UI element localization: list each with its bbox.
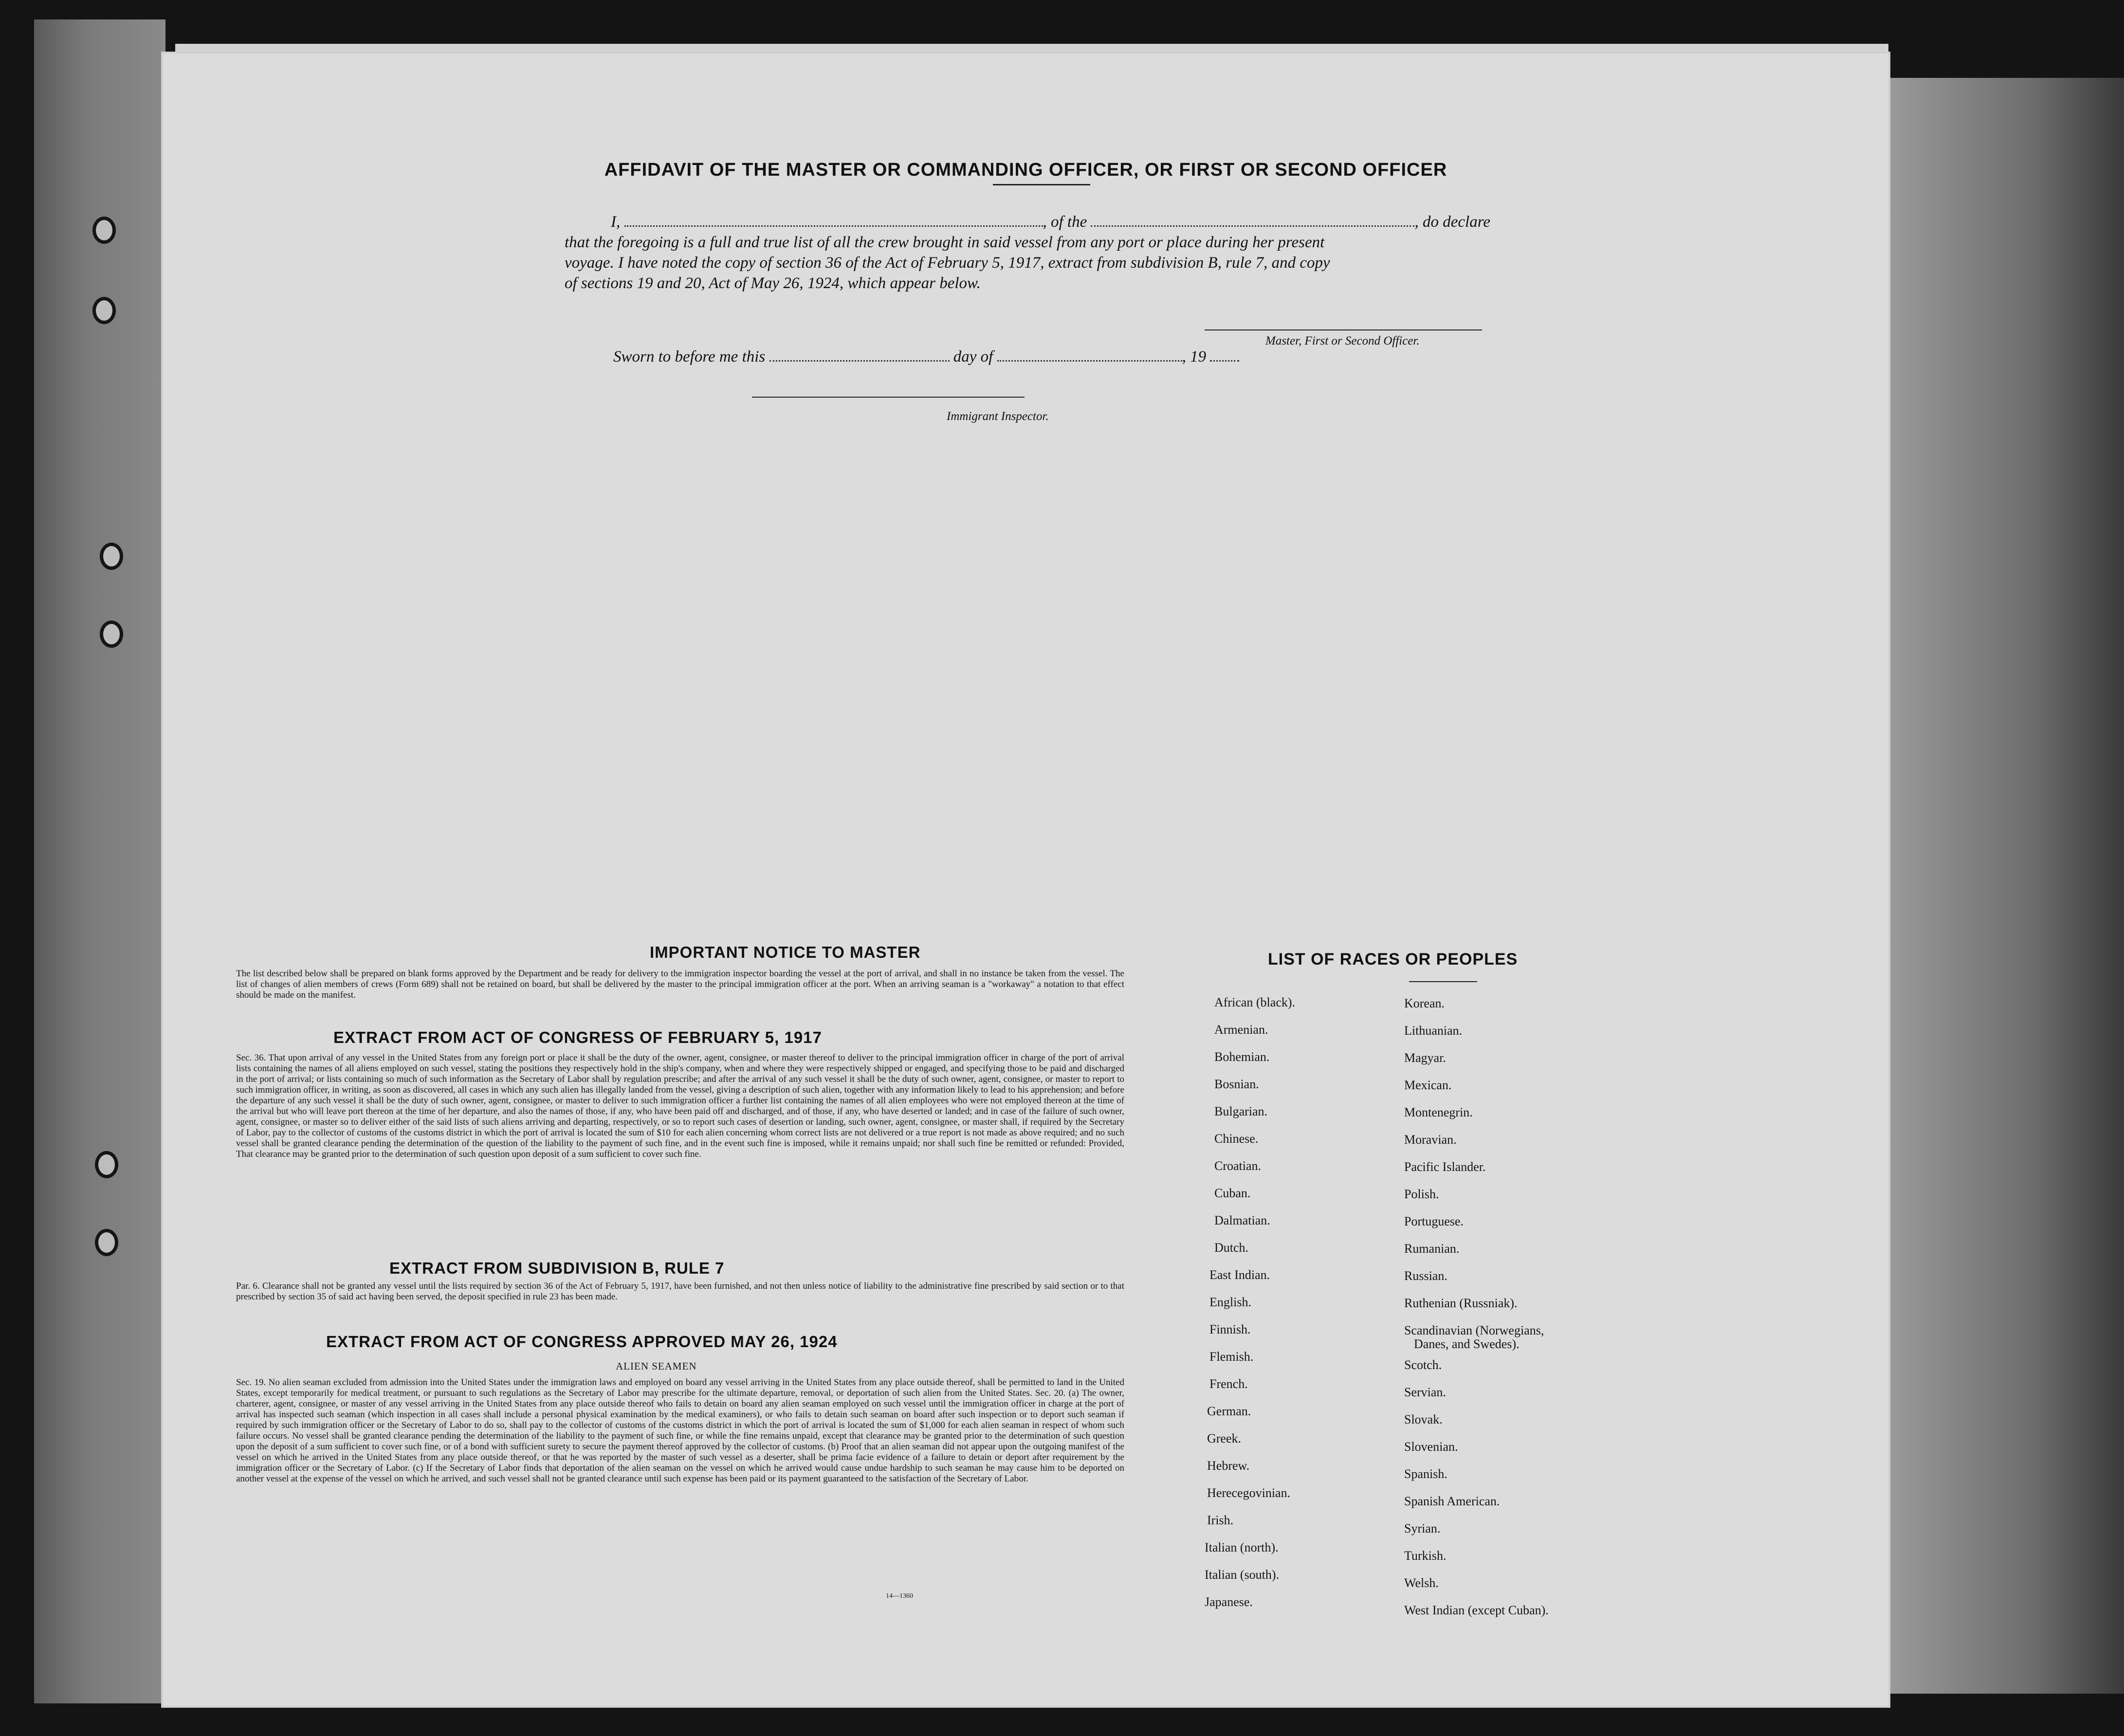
race-item: Lithuanian. (1404, 1023, 1463, 1038)
races-underline (1409, 981, 1477, 982)
race-item: French. (1209, 1377, 1248, 1391)
sworn-day-line[interactable] (769, 360, 950, 362)
race-item: Greek. (1207, 1431, 1242, 1445)
race-item: Bohemian. (1214, 1050, 1270, 1064)
race-item: Italian (north). (1205, 1540, 1279, 1554)
vessel-label: , of the (1043, 213, 1087, 231)
affidavit-title: AFFIDAVIT OF THE MASTER OR COMMANDING OFFICER, OR FIRST OR SECOND OFFICER (604, 160, 1447, 180)
race-item: English. (1209, 1295, 1251, 1309)
title-underline (993, 184, 1090, 185)
race-item: Spanish American. (1404, 1494, 1500, 1508)
race-item: Spanish. (1404, 1467, 1447, 1481)
sworn-month-line[interactable] (997, 360, 1182, 362)
binder-hole (100, 543, 123, 570)
extract-1924-title: EXTRACT FROM ACT OF CONGRESS APPROVED MAY 26, 1924 (326, 1333, 838, 1351)
notice-text: The list described below shall be prepared on blank forms approved by the Department and be ready for delivery to the immigration inspector boarding the vessel at the port of arrival, and shall in no instance be taken from the vessel. The list of changes of alien members of crews (Form 689) shall not be retained on board, but shall be delivered by the master to the principal immigration officer at the port. When an arriving seaman is a "workaway" a notation to that effect should be made on the manifest. (236, 969, 1124, 1000)
binder-hole (92, 217, 116, 244)
race-item: Syrian. (1404, 1521, 1441, 1535)
affidavit-line-2: that the foregoing is a full and true list of all the crew brought in said vessel from any port or place during her present (565, 234, 1325, 251)
rule7-text: Par. 6. Clearance shall not be granted any vessel until the lists required by section 36 of the Act of February 5, 1917, have been furnished, and not then unless notice of liability to the administrative fine prescribed by said section or to that prescribed by section 35 of said act having been served, the deposit specified in rule 23 has been made. (236, 1281, 1124, 1302)
race-item: Russian. (1404, 1269, 1447, 1283)
vessel-name-line[interactable] (1091, 225, 1414, 227)
race-item: Dutch. (1214, 1241, 1249, 1255)
race-item: Bulgarian. (1214, 1104, 1268, 1118)
race-item: Danes, and Swedes). (1414, 1337, 1520, 1351)
binder-hole (100, 621, 123, 648)
race-item: Pacific Islander. (1404, 1160, 1486, 1174)
race-item: Turkish. (1404, 1549, 1447, 1563)
notice-title: IMPORTANT NOTICE TO MASTER (650, 943, 921, 961)
race-item: Finnish. (1209, 1322, 1251, 1336)
race-item: Slovenian. (1404, 1440, 1458, 1454)
race-item: Moravian. (1404, 1133, 1457, 1147)
race-item: Chinese. (1214, 1132, 1259, 1146)
sworn-day-of: day of (953, 348, 993, 365)
race-item: Flemish. (1209, 1350, 1254, 1364)
extract-1917-text: Sec. 36. That upon arrival of any vessel in the United States from any foreign port or place it shall be the duty of the owner, agent, consignee, or master thereof to deliver to the principal immigration officer in charge of the port of arrival lists containing the names of all aliens employed on such vessel, stating the positions they respectively hold in the ship's company, when and where they were respectively shipped or engaged, and specifying those to be paid and discharged in the port of arrival; or lists containing so much of such information as the Secretary of Labor shall by regulation prescribe; and after the arrival of any such vessel it shall be the duty of such owner, agent, consignee, or master to report to such immigration officer, in writing, as soon as discovered, all cases in which any such alien has illegally landed from the vessel, giving a description of such alien, together with any information likely to lead to his apprehension; and before the departure of any such vessel it shall be the duty of such owner, agent, consignee, or master to deliver to such immigration officer a further list containing the names of all alien employees who were not employed thereon at the time of the arrival but who will leave port thereon at the time of her departure, and also the names of those, if any, who have been paid off and discharged, and of those, if any, who have deserted or landed; and in case of the failure of such owner, agent, consignee, or master so to deliver either of the said lists of such aliens arriving and departing, respectively, or so to report such cases of desertion or landing, such owner, agent, consignee, or master shall, if required by the Secretary of Labor, pay to the collector of customs of the customs district in which the port of arrival is located the sum of $10 for each alien concerning whom correct lists are not delivered or a true report is not made as above required; and no such vessel shall be granted clearance pending the determination of the question of the liability to the payment of such fine, and in the event such fine is imposed, while it remains unpaid; nor shall such fine be remitted or refunded: Provided, That clearance may be granted prior to the determination of such question upon deposit of a sum sufficient to cover such fine. (236, 1053, 1124, 1159)
race-item: Herecegovinian. (1207, 1486, 1291, 1500)
race-item: West Indian (except Cuban). (1404, 1603, 1549, 1617)
sworn-year-line[interactable] (1210, 360, 1239, 362)
race-item: Hebrew. (1207, 1459, 1250, 1473)
race-item: Scandinavian (Norwegians, (1404, 1323, 1544, 1337)
race-item: Portuguese. (1404, 1214, 1464, 1228)
binder-strip-left (34, 19, 165, 1703)
extract-1917-title: EXTRACT FROM ACT OF CONGRESS OF FEBRUARY 5, 1917 (333, 1028, 822, 1046)
inspector-signature-line[interactable] (752, 397, 1025, 398)
sworn-prefix: Sworn to before me this (613, 348, 766, 365)
race-item: Dalmatian. (1214, 1213, 1270, 1227)
rule7-title: EXTRACT FROM SUBDIVISION B, RULE 7 (389, 1259, 725, 1277)
binder-hole (95, 1229, 118, 1256)
form-number: 14—1360 (886, 1592, 913, 1600)
race-item: Cuban. (1214, 1186, 1251, 1200)
extract-1924-text: Sec. 19. No alien seaman excluded from admission into the United States under the immigration laws and employed on board any vessel arriving in the United States from any place outside thereof, shall be permitted to land in the United States, except temporarily for medical treatment, or pursuant to such regulations as the Secretary of Labor may prescribe for the ultimate departure, removal, or deportation of such alien from the United States. Sec. 20. (a) The owner, charterer, agent, consignee, or master of any vessel arriving in the United States from any place outside thereof who fails to detain on board any alien seaman employed on such vessel until the immigration officer in charge at the port of arrival has inspected such seaman (which inspection in all cases shall include a personal physical examination by the medical examiners), or who fails to detain such seaman on board after such inspection or to deport such seaman if required by such immigration officer or the Secretary of Labor to do so, shall pay to the collector of customs of the customs district in which the port of arrival is located the sum of $1,000 for each alien seaman in respect of whom such failure occurs. No vessel shall be granted clearance pending the determination of the liability to the payment of such fine, or while the fine remains unpaid, except that clearance may be granted prior to the determination of such question upon the deposit of a sum sufficient to cover such fine, or of a bond with sufficient surety to secure the payment thereof approved by the collector of customs. (b) Proof that an alien seaman did not appear upon the outgoing manifest of the vessel on which he arrived in the United States from any place outside thereof, or that he was reported by the master of such vessel as a deserter, shall be prima facie evidence of a failure to detain or deport after requirement by the immigration officer or the Secretary of Labor. (c) If the Secretary of Labor finds that deportation of the alien seaman on the vessel on which he arrived would cause undue hardship to such seaman he may cause him to be deported on another vessel at the expense of the vessel on which he arrived, and such vessel shall not be granted clearance until such expense has been paid or its payment guaranteed to the satisfaction of the Secretary of Labor. (236, 1377, 1124, 1484)
races-title: LIST OF RACES OR PEOPLES (1268, 950, 1518, 969)
sworn-line (613, 347, 1239, 367)
declare-label: , do declare (1414, 213, 1490, 231)
binder-hole (95, 1151, 118, 1178)
inspector-label: Immigrant Inspector. (947, 410, 1049, 423)
race-item: Italian (south). (1205, 1568, 1280, 1582)
race-item: African (black). (1214, 995, 1296, 1009)
race-item: Rumanian. (1404, 1242, 1460, 1256)
document-page (163, 54, 1888, 1706)
race-item: Magyar. (1404, 1051, 1446, 1065)
signature-label: Master, First or Second Officer. (1265, 334, 1420, 347)
alien-seamen-subtitle: ALIEN SEAMEN (616, 1360, 697, 1372)
race-item: Slovak. (1404, 1412, 1443, 1426)
affidavit-body (565, 212, 1684, 293)
sworn-year: , 19 (1182, 348, 1207, 365)
race-item: Armenian. (1214, 1023, 1268, 1037)
race-item: Servian. (1404, 1385, 1446, 1399)
race-item: Mexican. (1404, 1078, 1452, 1092)
signature-line[interactable] (1205, 329, 1482, 330)
race-item: Bosnian. (1214, 1077, 1259, 1091)
affidavit-line-4: of sections 19 and 20, Act of May 26, 1924, which appear below. (565, 274, 981, 292)
race-item: Scotch. (1404, 1358, 1442, 1372)
declarant-name-line[interactable] (624, 225, 1043, 227)
affidavit-line-3: voyage. I have noted the copy of section 36 of the Act of February 5, 1917, extract from subdivision B, rule 7, and copy (565, 254, 1330, 272)
race-item: Polish. (1404, 1187, 1439, 1201)
race-item: Montenegrin. (1404, 1105, 1473, 1119)
race-item: Korean. (1404, 996, 1445, 1010)
binder-hole (92, 297, 116, 324)
race-item: Ruthenian (Russniak). (1404, 1296, 1518, 1310)
race-item: Welsh. (1404, 1576, 1439, 1590)
race-item: Japanese. (1205, 1595, 1253, 1609)
race-item: East Indian. (1209, 1268, 1270, 1282)
declarant-prefix: I, (611, 213, 621, 231)
race-item: German. (1207, 1404, 1251, 1418)
binder-strip-right (1888, 78, 2124, 1694)
race-item: Croatian. (1214, 1159, 1262, 1173)
race-item: Irish. (1207, 1513, 1234, 1527)
